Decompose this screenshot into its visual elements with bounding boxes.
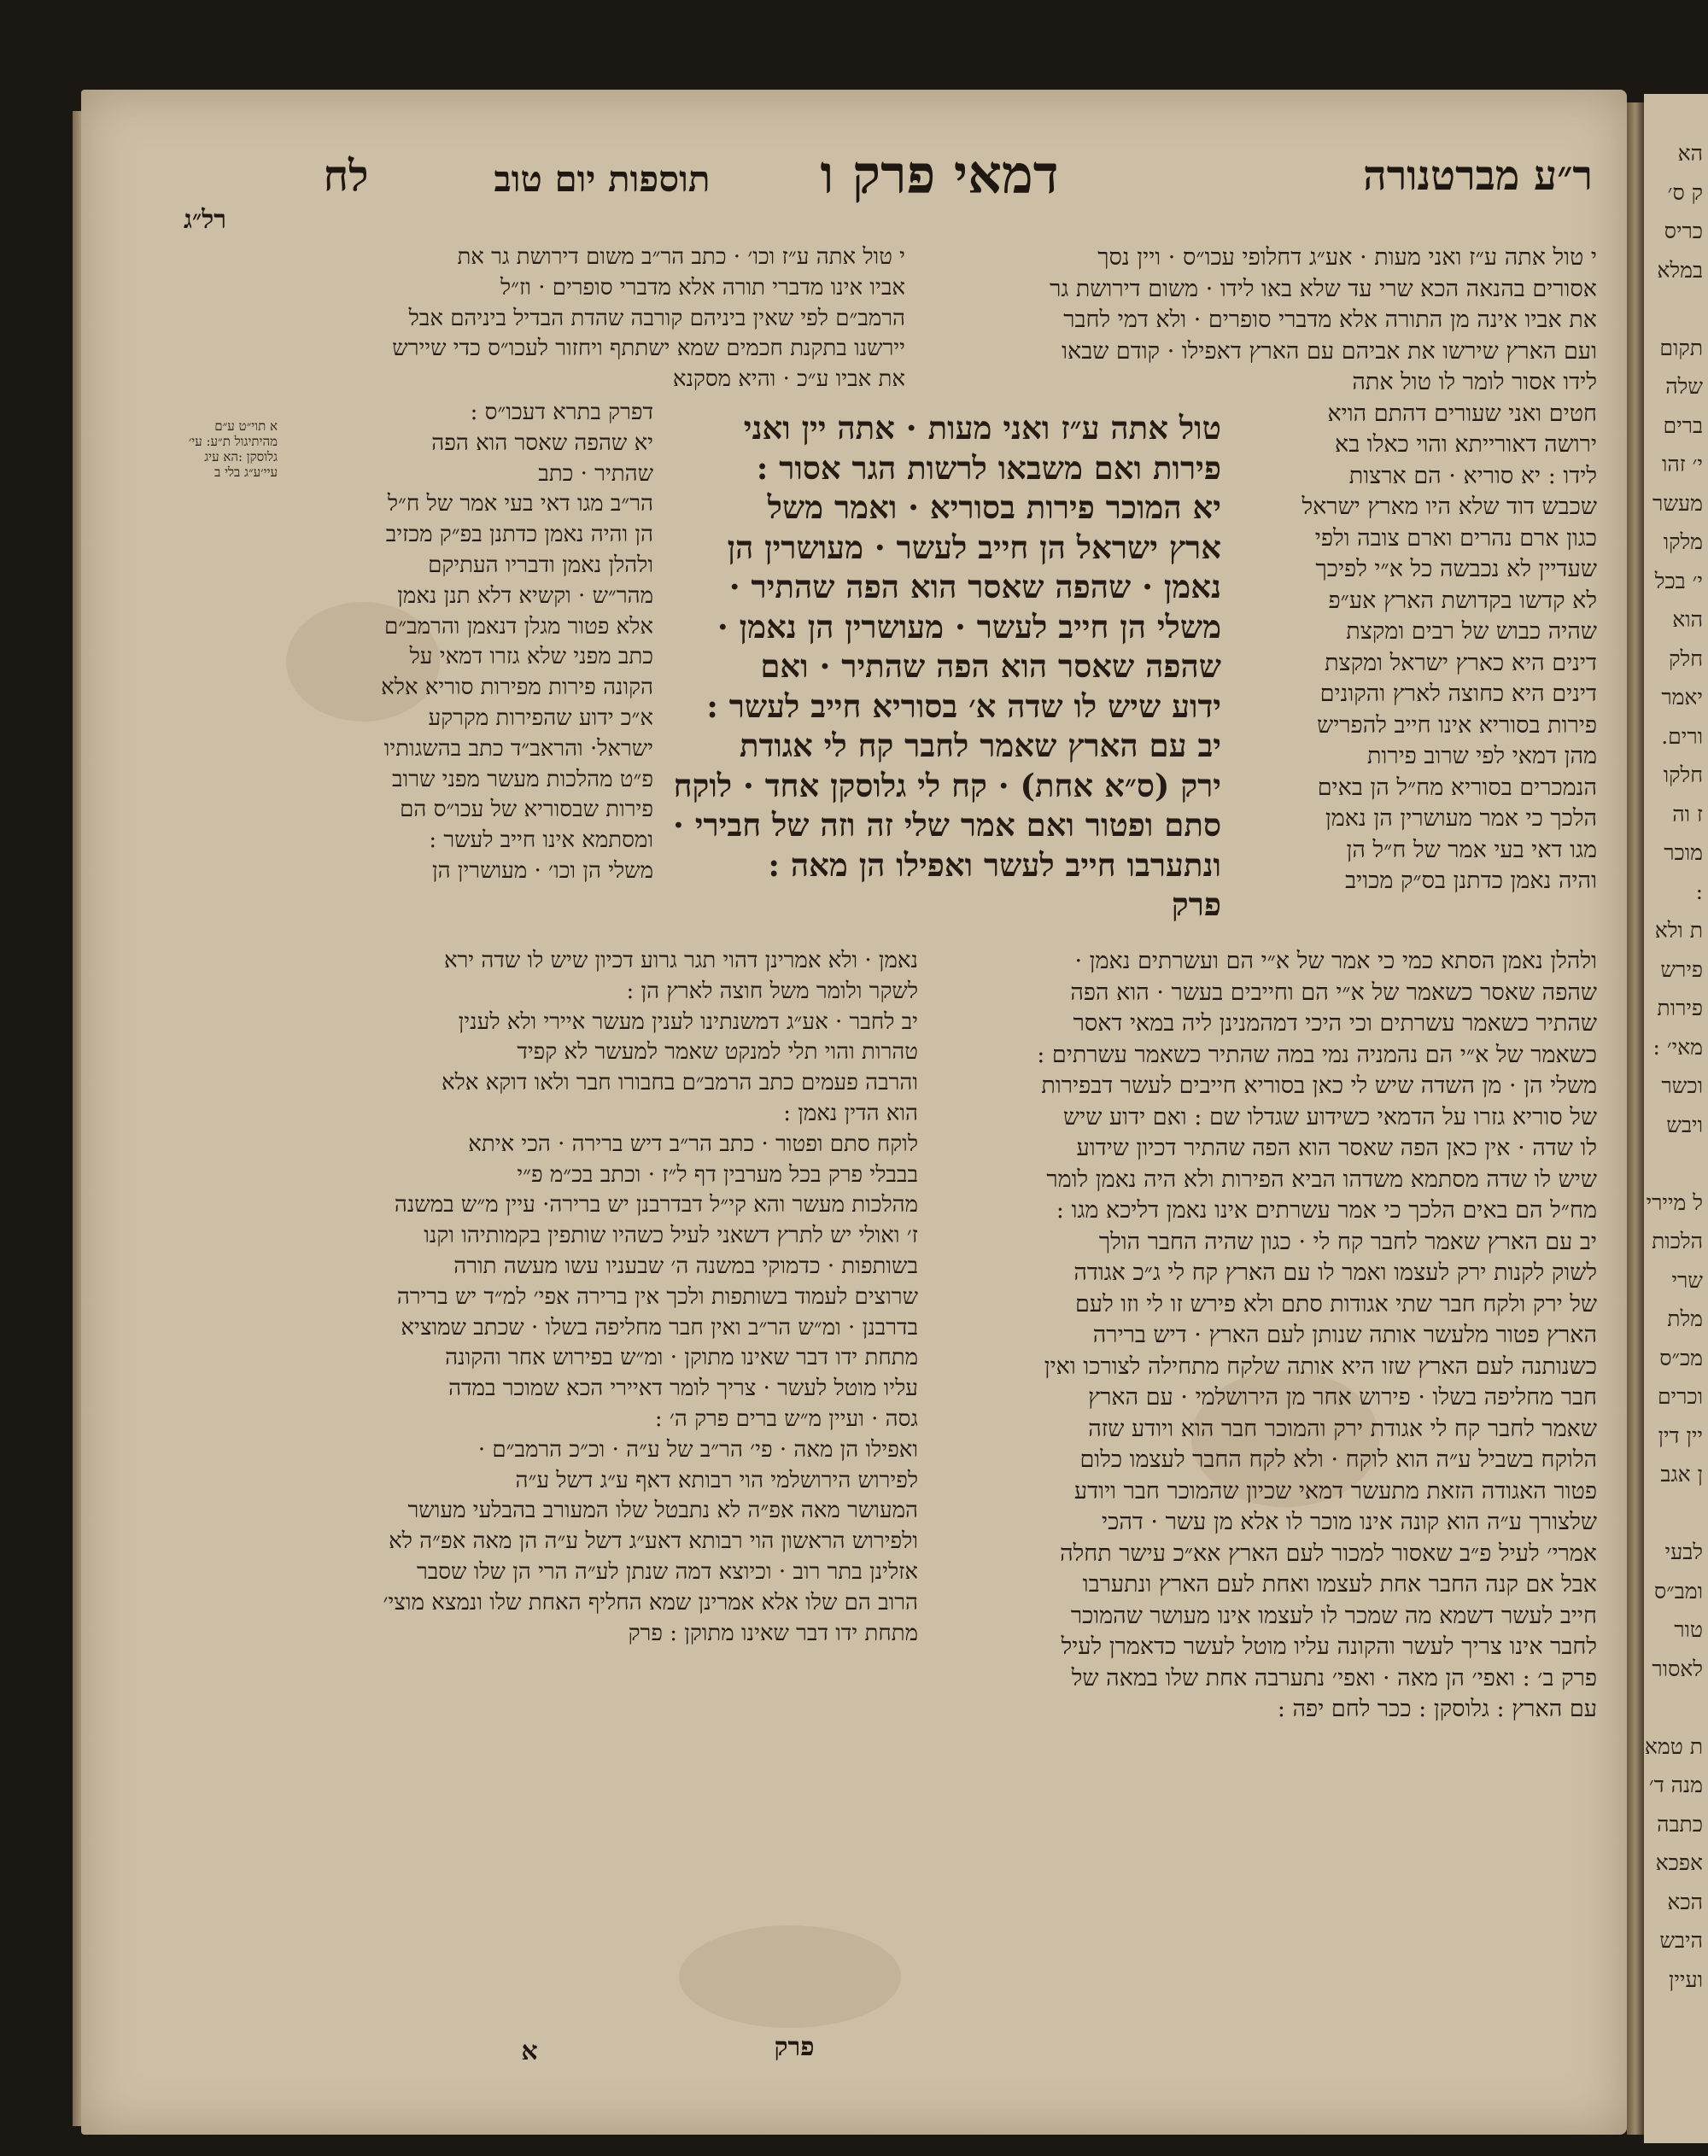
margin-notes-line: : עי׳ גלוסקן :: [188, 434, 278, 465]
facing-page-text-fragment: מעשר: [1652, 490, 1703, 516]
tosaf-top-line: הרמב״ם לפי שאין ביניהם קורבה שהדת הבדיל ביניהם אבל: [408, 305, 905, 331]
rashi-right-col-line: שהיה כבוש של רבים ומקצת: [1346, 618, 1597, 645]
mishna-line: סתם ופטור ואם אמר שלי זה וזה של חבירי ·: [673, 806, 1221, 844]
rashi-right-col-line: לא קדשו בקדושת הארץ אע״פ: [1328, 587, 1597, 614]
facing-page-text-fragment: כתבה: [1657, 1811, 1703, 1837]
tosaf-left-col-line: הר״ב מגו דאי בעי אמר של ח״ל: [387, 491, 653, 517]
margin-notes-line: ע״ג בלי ב: [214, 465, 261, 480]
corner-mark: רל״ג: [183, 205, 227, 235]
mishna-block: [666, 408, 1221, 925]
tosaf-top-line: יירשנו בתקנת חכמים שמא ישתתף ויחזור לעכו״ס כדי שיירש: [392, 336, 905, 362]
tosafot-top-block: [286, 242, 905, 395]
rashi-bottom-line: אמרי׳ לעיל פ״ב שאסור למכור לעם הארץ אא״כ עישר תחלה: [1060, 1540, 1597, 1567]
rashi-bottom-line: עם הארץ : גלוסקן : ככר לחם יפה :: [1277, 1696, 1597, 1722]
facing-page-text-fragment: חלק: [1669, 646, 1703, 671]
rashi-bottom-line: של ירק ולקח חבר שתי אגודות סתם ולא פירש זו לי וזו לעם: [1074, 1290, 1597, 1318]
rashi-bottom-line: פרק ב׳ : ואפי׳ הן מאה · ואפי׳ נתערבה אחת שלו במאה של: [1071, 1664, 1597, 1691]
tosaf-bottom-line: מתחת ידו דבר שאינו מתוקן · ומ״ש בפירוש אחר והקונה: [445, 1345, 918, 1371]
header-right-title: ר״ע מברטנורה: [1363, 152, 1593, 200]
tosaf-bottom-line: בשותפות · כדמוקי במשנה ה׳ שבעניו עשו מעשה תורה: [453, 1253, 918, 1279]
facing-page-text-fragment: מלת: [1667, 1306, 1703, 1331]
facing-page-text-fragment: :: [1695, 879, 1703, 904]
rashi-bottom-line: לו שדה · אין כאן הפה שאסר הוא הפה שהתיר דכיון שידוע: [1076, 1135, 1597, 1161]
facing-page-text-fragment: שרי: [1671, 1267, 1703, 1293]
rashi-right-col-line: שעדיין לא נכבשה כל א״י לפיכך: [1315, 556, 1597, 582]
rashi-bottom-line: לחבר אינו צריך לעשר והקונה עליו מוטל לעשר כדאמרן לעיל: [1061, 1633, 1597, 1660]
facing-page-text-fragment: יאמר: [1661, 685, 1703, 710]
rashi-right-col-line: ירושה דאורייתא והוי כאלו בא: [1335, 431, 1597, 458]
facing-page-text-fragment: מוכר: [1664, 840, 1703, 865]
facing-page-text-fragment: וכשר: [1661, 1073, 1703, 1098]
rashi-bottom-line: יב עם הארץ שאמר לחבר קח לי · כגון שהיה החבר הולך: [1098, 1228, 1597, 1255]
mishna-line: ונתערבו חייב לעשר ואפילו הן מאה :: [768, 845, 1221, 884]
tosaf-bottom-line: ולפירוש הראשון הוי רבותא דאע״ג דשל ע״ה הן מאה אפ״ה לא: [389, 1528, 918, 1555]
rashi-top-line: י טול אתה ע״ז ואני מעות · אע״ג דחלופי עכו״ס · ויין נסך: [1097, 244, 1597, 271]
paper-stain: [679, 1925, 901, 2028]
rashi-right-col-line: מגו דאי בעי אמר של ח״ל הן: [1346, 836, 1597, 863]
facing-page-text-fragment: שלה: [1665, 374, 1703, 399]
rashi-bottom-line: כשנותנה לעם הארץ שזו היא אותה שלקח מתחילה לצורכו ואין: [1044, 1353, 1597, 1380]
rashi-right-col-line: חטים ואני שעורים דהתם הויא: [1327, 400, 1597, 427]
header-center-title: דמאי פרק ו: [820, 143, 1059, 206]
margin-notes: [171, 418, 278, 480]
tosaf-bottom-line: הוא הדין נאמן :: [783, 1100, 918, 1126]
facing-page-text-fragment: הלכות: [1652, 1229, 1703, 1253]
facing-page-text-fragment: ק ס׳: [1667, 179, 1703, 205]
facing-page-text-fragment: ז וה: [1672, 801, 1703, 827]
tosaf-left-col-line: הקונה פירות מפירות סוריא אלא: [381, 675, 653, 701]
rashi-bottom-line: שהפה שאסר כשאמר של א״י הם וחייבים בעשר · הוא הפה: [1070, 979, 1597, 1006]
rashi-right-col-line: כגון ארם נהרים וארם צובה ולפי: [1314, 524, 1597, 552]
rashi-top-line: את אביו אינה מן התורה אלא מדברי סופרים · ולא דמי לחבר: [1063, 307, 1597, 333]
rashi-top-line: אסורים בהנאה הכא שרי עד שלא באו לידו · משום דירושת גר: [1050, 275, 1597, 302]
signature-right: פרק: [774, 2032, 815, 2062]
rashi-right-col-line: דינים היא כחוצה לארץ והקונים: [1319, 681, 1597, 707]
facing-page-text-fragment: וכרים: [1657, 1384, 1703, 1409]
facing-page-text-fragment: מכ״ס: [1659, 1345, 1703, 1370]
mishna-line: ידוע שיש לו שדה א׳ בסוריא חייב לעשר :: [706, 687, 1221, 725]
mishna-line: פירות ואם משבאו לרשות הגר אסור :: [756, 448, 1221, 487]
tosaf-left-col-line: ישראל· והראב״ד כתב בהשגותיו: [383, 735, 653, 762]
rashi-bottom-line: אבל אם קנה החבר אחת לעצמו ואחת לעם הארץ ונתערבו: [1082, 1571, 1597, 1598]
tosaf-bottom-line: המעושר מאה אפ״ה לא נתבטל שלו המעורב בהבלעי מעושר: [407, 1498, 918, 1524]
tosafot-bottom-block: [286, 946, 918, 1649]
rashi-bottom-line: לשוק לקנות ירק לעצמו ואמר לו עם הארץ קח לי ג״כ אגודה: [1073, 1259, 1597, 1286]
margin-notes-line: תיגול ת״ע: [210, 434, 260, 449]
margin-notes-line: א תוי״ט ע״ם מהי: [214, 418, 278, 449]
tosaf-left-col-line: שהתיר · כתב: [538, 460, 653, 487]
facing-page-text-fragment: מלקו: [1663, 529, 1703, 554]
facing-page-text-fragment: י׳ זהו: [1661, 452, 1703, 476]
tosaf-left-col-line: א״כ ידוע שהפירות מקרקע: [428, 704, 653, 731]
rashi-right-column: [1238, 367, 1597, 897]
mishna-line: ירק (ס״א אחת) · קח לי גלוסקן אחד · לוקח: [673, 766, 1221, 804]
signature-left: א: [521, 2036, 538, 2066]
facing-page-text-fragment: ועיין: [1668, 1966, 1703, 1992]
rashi-right-col-line: מהן דמאי לפי שרוב פירות: [1366, 743, 1597, 769]
rashi-bottom-line: שהתיר כשאמר עשרתים וכי היכי דמהמנינן ליה במאי דאסר: [1073, 1010, 1597, 1037]
tosaf-bottom-line: לפירוש הירושלמי הוי רבותא דאף ע״ג דשל ע״ה: [515, 1467, 918, 1493]
tosaf-left-col-line: כתב מפני שלא גזרו דמאי על: [409, 644, 653, 670]
tosaf-left-col-line: ולהלן נאמן ודבריו העתיקם: [428, 552, 653, 578]
mishna-line: נאמן · שהפה שאסר הוא הפה שהתיר ·: [728, 568, 1221, 605]
tosaf-left-col-line: מהר״ש · וקשיא דלא תנן נאמן: [397, 582, 653, 609]
mishna-line: משלי הן חייב לעשר · מעושרין הן נאמן ·: [717, 607, 1221, 646]
tosaf-bottom-line: הרוב הם שלו אלא אמרינן שמא החליף האחת שלו ונמצא מוצי׳: [383, 1589, 918, 1616]
tosaf-bottom-line: מתחת ידו דבר שאינו מתוקן : פרק: [628, 1620, 918, 1646]
tosaf-bottom-line: עליו מוטל לעשר · צריך לומר דאיירי הכא שמוכר במדה: [448, 1376, 918, 1402]
rashi-bottom-block: [935, 946, 1597, 1726]
facing-page-text-fragment: הא: [1677, 141, 1703, 166]
tosaf-bottom-line: בדרבנן · ומ״ש הר״ב ואין חבר מחליפה בשלו · שכתב שמוציא: [401, 1314, 918, 1341]
rashi-bottom-line: כשאמר של א״י הם נהמניה נמי במה שהתיר כשאמר עשרתים :: [1037, 1041, 1597, 1068]
tosaf-left-col-line: דפרק בתרא דעכו״ס :: [470, 400, 653, 425]
tosaf-bottom-line: ז׳ ואולי יש לתרץ דשאני לעיל כשהיו שותפין בקמותיהו וקנו: [424, 1223, 918, 1249]
facing-page-text-fragment: היבש: [1659, 1928, 1703, 1953]
tosaf-left-col-line: אלא פטור מגלן דנאמן והרמב״ם: [384, 613, 653, 640]
facing-page-text-fragment: ורים.: [1661, 723, 1703, 749]
facing-page-text-fragment: מנה ד׳: [1648, 1773, 1703, 1797]
facing-page-text-fragment: ל מיירי: [1646, 1189, 1703, 1215]
rashi-right-col-line: הלכך כי אמר מעושרין הן נאמן: [1325, 805, 1597, 832]
facing-page-fragment: [1644, 94, 1708, 2143]
facing-page-text-fragment: ברים: [1663, 412, 1703, 438]
rashi-top-line: ועם הארץ שירשו את אביהם עם הארץ דאפילו · קודם שבאו: [1062, 337, 1597, 365]
tosaf-left-col-line: יא שהפה שאסר הוא הפה: [431, 429, 653, 456]
tosaf-bottom-line: גסה · ועיין מ״ש ברים פרק ה׳ :: [654, 1405, 918, 1432]
rashi-bottom-line: פטור האגודה הזאת מתעשר דמאי שכיון שהמוכר חבר ויודע: [1073, 1477, 1597, 1505]
tosaf-left-col-line: ומסתמא אינו חייב לעשר :: [429, 827, 653, 854]
facing-page-text-fragment: הכא: [1667, 1889, 1703, 1914]
facing-page-text-fragment: טור: [1674, 1617, 1703, 1642]
facing-page-text-fragment: ת ולא: [1654, 918, 1703, 943]
tosaf-left-col-line: פ״ט מהלכות מעשר מפני שרוב: [392, 766, 653, 792]
tosaf-bottom-line: יב לחבר · אע״ג דמשנתינו לענין מעשר איירי ולא לענין: [458, 1008, 918, 1035]
rashi-right-col-line: הנמכרים בסוריא מח״ל הן באים: [1317, 774, 1597, 801]
facing-page-text-fragment: ת טמא: [1645, 1733, 1703, 1759]
rashi-right-col-line: לידו אסור לומר לו טול אתה: [1352, 369, 1597, 395]
mishna-line: ארץ ישראל הן חייב לעשר · מעושרין הן: [727, 528, 1221, 566]
mishna-line: פרק: [1171, 885, 1221, 923]
tosaf-left-col-line: משלי הן וכו׳ · מעושרין הן: [432, 857, 653, 884]
margin-notes-line: הא עיג עיי׳: [204, 449, 278, 480]
tosaf-bottom-line: בבבלי פרק בכל מערבין דף ל״ז · וכתב בכ״מ פ״י: [517, 1161, 918, 1188]
rashi-right-col-line: שכבש דוד שלא היו מארץ ישראל: [1301, 494, 1597, 520]
rashi-right-col-line: לידו : יא סוריא · הם ארצות: [1348, 462, 1597, 489]
mishna-line: טול אתה ע״ז ואני מעות · אתה יין ואני: [743, 409, 1221, 447]
mishna-line: יא המוכר פירות בסוריא · ואמר משל: [767, 488, 1221, 526]
rashi-bottom-line: שאמר לחבר קח לי אגודת ירק והמוכר חבר הוא ויודע שזה: [1088, 1415, 1597, 1442]
facing-page-text-fragment: מאי׳ :: [1652, 1034, 1703, 1060]
rashi-right-col-line: פירות בסוריא אינו חייב להפריש: [1317, 711, 1597, 739]
rashi-right-col-line: דינים היא כארץ ישראל ומקצת: [1325, 649, 1597, 676]
rashi-bottom-line: חבר מחליפה בשלו · פירוש אחר מן הירושלמי · עם הארץ: [1088, 1384, 1597, 1411]
tosaf-left-col-line: פירות שבסוריא של עכו״ס הם: [400, 797, 653, 823]
rashi-bottom-line: שיש לו שדה מסתמא משדהו הביא הפירות ולא היה נאמן לומר: [1046, 1166, 1597, 1193]
tosaf-bottom-line: לשקר ולומר משל חוצה לארץ הן :: [626, 978, 918, 1004]
facing-page-text-fragment: הוא: [1672, 607, 1703, 632]
tosaf-bottom-line: נאמן · ולא אמרינן דהוי תגר גרוע דכיון שיש לו שדה ירא: [443, 948, 918, 973]
rashi-bottom-line: הלוקח בשביל ע״ה הוא לוקח · ולא לקח החבר לעצמו כלום: [1079, 1446, 1597, 1473]
facing-page-text-fragment: אפכא: [1655, 1850, 1703, 1875]
tosaf-bottom-line: מהלכות מעשר והא קי״ל דבדרבנן יש ברירה· עיין מ״ש במשנה: [394, 1192, 918, 1218]
facing-page-text-fragment: ן אגב: [1660, 1462, 1703, 1487]
rashi-bottom-line: של סוריא גזרו על הדמאי כשידוע שגדלו שם : ואם ידוע שיש: [1063, 1103, 1597, 1131]
rashi-right-col-line: והיה נאמן כדתנן בס״ק מכויב: [1345, 868, 1597, 894]
tosaf-left-col-line: הן והיה נאמן כדתנן בפ״ק מכזיב: [385, 522, 653, 548]
tosaf-bottom-line: לוקח סתם ופטור · כתב הר״ב דיש ברירה · הכי איתא: [468, 1131, 918, 1157]
tosaf-top-line: י טול אתה ע״ז וכו׳ · כתב הר״ב משום דירושת גר את: [457, 244, 905, 270]
facing-page-text-fragment: כריס: [1664, 219, 1703, 243]
facing-page-text-fragment: חלקו: [1663, 762, 1703, 787]
facing-page-text-fragment: תקום: [1659, 335, 1703, 360]
tosaf-top-line: את אביו ע״כ · והיא מסקנא: [672, 366, 905, 393]
tosaf-bottom-line: ואפילו הן מאה · פי׳ הר״ב של ע״ה · וכ״כ הרמב״ם ·: [477, 1436, 918, 1463]
mishna-line: יב עם הארץ שאמר לחבר קח לי אגודת: [740, 727, 1221, 764]
rashi-bottom-line: שלצורך ע״ה הוא קונה אינו מוכר לו אלא מן עשר · דהכי: [1102, 1509, 1597, 1535]
tosaf-bottom-line: והרבה פעמים כתב הרמב״ם בחבורו חבר ולאו דוקא אלא: [442, 1070, 918, 1096]
tosaf-bottom-line: טהרות והוי תלי למנקט שאמר למעשר לא קפיד: [517, 1039, 918, 1066]
facing-page-text-fragment: במלא: [1657, 257, 1703, 283]
rashi-bottom-line: הארץ פטור מלעשר אותה שנותן לעם הארץ · דיש ברירה: [1092, 1322, 1597, 1348]
tosaf-bottom-line: שרוצים לעמוד בשותפות ולכך אין ברירה אפי׳ למ״ד יש ברירה: [396, 1283, 918, 1310]
rashi-bottom-line: חייב לעשר דשמא מה שמכר לו לעצמו אינו מעושר שהמוכר: [1070, 1602, 1597, 1629]
facing-page-text-fragment: פירש: [1660, 956, 1703, 982]
facing-page-text-fragment: ויבש: [1666, 1112, 1703, 1137]
facing-page-text-fragment: פירות: [1657, 996, 1703, 1020]
tosaf-top-line: אביו אינו מדברי תורה אלא מדברי סופרים · וז״ל: [500, 274, 905, 301]
rashi-bottom-line: מח״ל הם באים הלכך כי אמר עשרתים אינו נאמן דליכא מגו :: [1056, 1197, 1597, 1224]
facing-page-text-fragment: ומב״ס: [1654, 1578, 1703, 1604]
tosafot-left-column: [286, 398, 653, 887]
page-number: לח: [323, 150, 369, 201]
rashi-top-block: [918, 242, 1597, 367]
book-binding: [1627, 102, 1644, 2135]
facing-page-text-fragment: יין דין: [1658, 1423, 1703, 1448]
tosaf-bottom-line: אזלינן בתר רוב · וכיוצא דמה שנתן לע״ה הרי הן שלו שסבר: [416, 1558, 918, 1585]
mishna-line: שהפה שאסר הוא הפה שהתיר · ואם: [760, 647, 1221, 685]
rashi-bottom-line: משלי הן · מן השדה שיש לי כאן בסוריא חייבים לעשר דבפירות: [1041, 1072, 1597, 1099]
header-left-title: תוספות יום טוב: [494, 158, 711, 200]
facing-page-text-fragment: לאסור: [1652, 1656, 1703, 1681]
facing-page-text-fragment: י׳ בכל: [1654, 568, 1703, 593]
facing-page-text-fragment: לבעי: [1664, 1540, 1703, 1564]
rashi-bottom-line: ולהלן נאמן הסתא כמי כי אמר של א״י הם ועשרתים נאמן ·: [1074, 948, 1597, 974]
